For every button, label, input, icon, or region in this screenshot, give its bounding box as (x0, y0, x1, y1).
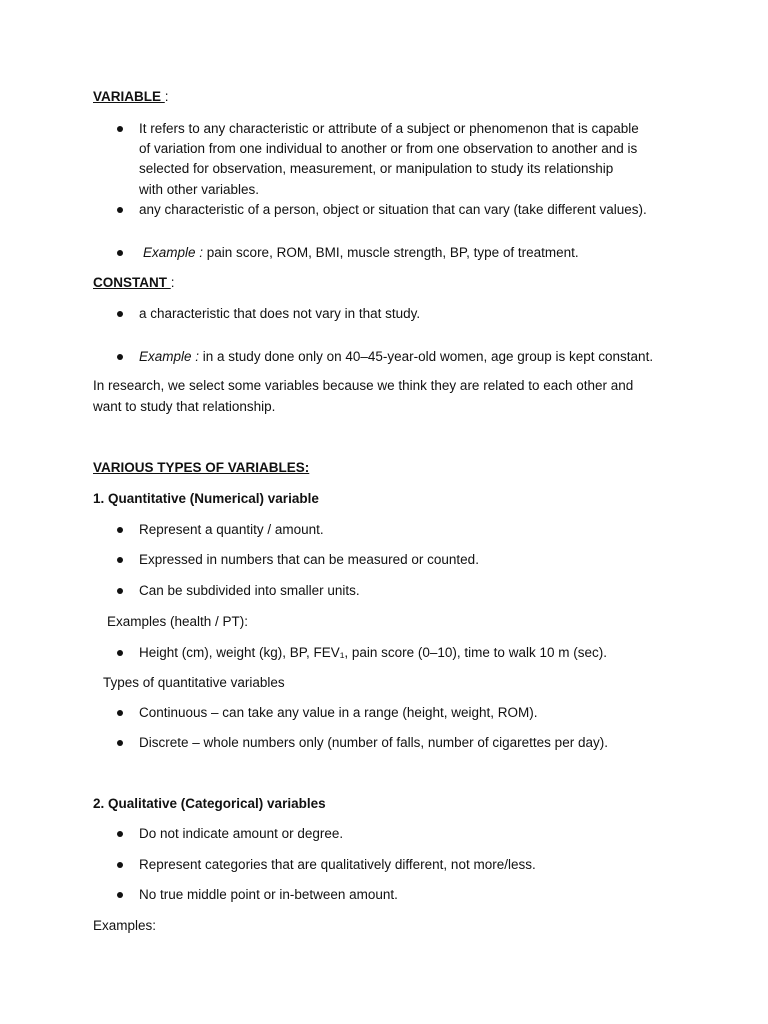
qualitative-examples-label: Examples: (93, 918, 157, 933)
bullet-icon (117, 207, 123, 213)
bullet-icon (117, 650, 123, 656)
quantitative-examples: Height (cm), weight (kg), BP, FEV₁, pain score (0–10), time to walk 10 m (sec). (139, 645, 607, 660)
bullet-icon (117, 557, 123, 563)
constant-definition: a characteristic that does not vary in that study. (139, 306, 421, 321)
variable-definition-line: selected for observation, measurement, or manipulation to study its relationship (139, 161, 614, 176)
research-paragraph-line: In research, we select some variables because we think they are related to each other and (93, 378, 634, 393)
quantitative-bullet: Represent a quantity / amount. (139, 522, 324, 537)
constant-example: Example : in a study done only on 40–45-year-old women, age group is kept constant. (139, 349, 654, 364)
bullet-icon (117, 527, 123, 533)
variable-definition-line: of variation from one individual to another or from one observation to another and is (139, 141, 638, 156)
bullet-icon (117, 126, 123, 132)
variable-definition-line: It refers to any characteristic or attribute of a subject or phenomenon that is capable (139, 121, 639, 136)
bullet-icon (117, 710, 123, 716)
variable-example: Example : pain score, ROM, BMI, muscle strength, BP, type of treatment. (143, 245, 579, 260)
bullet-icon (117, 892, 123, 898)
quantitative-bullet: Can be subdivided into smaller units. (139, 583, 360, 598)
quantitative-examples-label: Examples (health / PT): (107, 614, 249, 629)
bullet-icon (117, 740, 123, 746)
bullet-icon (117, 311, 123, 317)
qualitative-bullet: No true middle point or in-between amount. (139, 887, 398, 902)
types-heading: VARIOUS TYPES OF VARIABLES: (93, 460, 310, 475)
variable-definition-line: with other variables. (139, 182, 260, 197)
qualitative-bullet: Represent categories that are qualitatively different, not more/less. (139, 857, 536, 872)
constant-heading: CONSTANT : (93, 275, 175, 290)
quantitative-bullet: Expressed in numbers that can be measured or counted. (139, 552, 479, 567)
quantitative-subtype: Discrete – whole numbers only (number of falls, number of cigarettes per day). (139, 735, 608, 750)
bullet-icon (117, 831, 123, 837)
quantitative-subtypes-label: Types of quantitative variables (103, 675, 285, 690)
variable-heading: VARIABLE : (93, 89, 169, 104)
bullet-icon (117, 862, 123, 868)
bullet-icon (117, 588, 123, 594)
quantitative-title: 1. Quantitative (Numerical) variable (93, 491, 319, 506)
bullet-icon (117, 354, 123, 360)
quantitative-subtype: Continuous – can take any value in a range (height, weight, ROM). (139, 705, 538, 720)
variable-characteristic: any characteristic of a person, object or situation that can vary (take different values). (139, 202, 647, 217)
qualitative-bullet: Do not indicate amount or degree. (139, 826, 344, 841)
qualitative-title: 2. Qualitative (Categorical) variables (93, 796, 326, 811)
bullet-icon (117, 250, 123, 256)
research-paragraph-line: want to study that relationship. (93, 399, 276, 414)
